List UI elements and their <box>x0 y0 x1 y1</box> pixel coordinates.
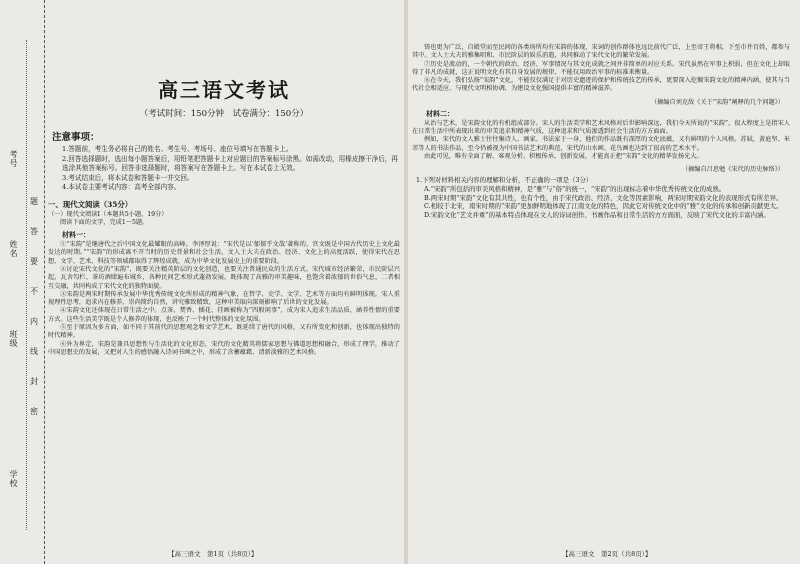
seal-char: 不 <box>30 287 38 296</box>
binding-label-school: 学校 <box>9 470 18 488</box>
passage-paragraph: 例如，宋代的文人雅士往往集诗人、画家、书法家于一身，他们的作品既有深厚的文化底蕴，又有鲜明的个人风格。苏轼、黄庭坚、米芾等人的书法作品，至今仍被视为中国书法艺术的典范，宋代的山水画、花鸟画也达到了很高的艺术水平。 <box>412 136 790 152</box>
seal-char: 要 <box>30 257 38 266</box>
passage-paragraph: 从治与艺术，是宋韵文化的有机组成部分。宋人的生活美学和艺术风格对后世影响深远，我们今天所说的“宋韵”，很大程度上是指宋人在日常生活中所表现出来的审美追求和精神气质，这种追求和气质渗透到社会生活的方方面面。 <box>412 119 790 136</box>
passage-paragraph: ②讨论宋代文化的“宋韵”，既要关注精英阶层的文化创造，也要关注普通民众的生活方式。宋代城市经济繁荣，市民阶层兴起，瓦舍勾栏、茶坊酒肆遍布城乡，各种民间艺术形式蓬勃发展，既体现了高雅的审美趣味，也饱含着浓郁的世俗气息，二者相互交融，共同构成了宋代文化的独特面貌。 <box>48 265 400 290</box>
seal-char: 内 <box>30 317 38 326</box>
seal-char: 封 <box>30 377 38 386</box>
question-option-d: D.宋韵文化“艺文并重”的基本特点体现在文人的诗词创作、书画作品和日常生活的方方面面，反映了宋代文化的丰富内涵。 <box>424 211 770 220</box>
seal-char: 题 <box>30 197 38 206</box>
notice-heading: 注意事项： <box>52 132 100 143</box>
binding-margin <box>0 0 45 564</box>
reading-instruction: 阅读下面的文字，完成1～5题。 <box>60 218 149 226</box>
passage-paragraph: 由此可见，唯有全面了解、客观分析、积极传承、创新发展，才能真正把“宋韵”文化的精华发扬光大。 <box>424 152 703 160</box>
exam-title: 高三语文考试 <box>158 78 290 102</box>
question-option-a: A.“宋韵”所包括的审美风格和精神，是“雅”与“俗”的统一，“宋韵”的出现标志着中华优秀传统文化的成熟。 <box>424 185 726 194</box>
right-page <box>412 0 790 564</box>
material-label: 材料二： <box>426 108 454 118</box>
passage-paragraph: ①“宋韵”是继唐代之后中国文化最耀眼的高峰。李泽厚说：“宋代是以‘郁郁乎文哉’著称的，官文既是中国古代历史上文化最发达的时期。”“宋韵”的形成离不开当时的历史背景和社会生活，文人士大夫在政治、经济、文化上的高度活跃，使得宋代在思想、文学、艺术、科技等领域都取得了辉煌成就，成为中华文化发展史上的重要阶段。 <box>48 241 400 265</box>
binding-label-name: 姓名 <box>9 240 18 258</box>
notice-item: 4.本试卷主要考试内容：高考全部内容。 <box>62 183 181 191</box>
seal-char: 线 <box>30 347 38 356</box>
left-page <box>48 0 400 564</box>
passage-paragraph: ⑦历史是流动的，一个朝代的政治、经济、军事情况与其文化成就之间并非简单的对应关系。宋代虽然在军事上积弱，但在文化上却取得了非凡的成就，这正说明文化有其自身发展的规律，不能仅用政治军事的标准来衡量。 <box>412 60 790 76</box>
exam-subtitle: （考试时间：150分钟 试卷满分：150分） <box>139 109 309 119</box>
source-citation: （摘编自刘克敌《关于“宋韵”阐释的几个问题》） <box>650 98 784 106</box>
passage-paragraph: ③宋韵是两宋时期传承发展中华优秀传统文化所形成的精神气象，在哲学、史学、文学、艺术等方面均有鲜明体现。宋人重视理性思考，追求内在修养，崇尚简约自然，讲究雅致精致，这种审美取向深刻影响了后世的文化发展。 <box>48 290 400 307</box>
passage-paragraph: ⑧在今天，我们弘扬“宋韵”文化，不能仅仅满足于对历史遗迹的保护和传统技艺的传承，更要深入挖掘宋韵文化的精神内涵，使其与当代社会相适应、与现代文明相协调，为建设文化强国提供丰富的精神滋养。 <box>412 77 790 93</box>
notice-item: 2.回答选择题时，选出每小题答案后，用铅笔把答题卡上对应题目的答案标号涂黑。如需改动，用橡皮擦干净后，再选涂其他答案标号。回答非选择题时，将答案写在答题卡上。写在本试卷上无效。 <box>62 154 398 172</box>
page-footer: 【高三语文 第1页（共8页）】 <box>168 550 258 558</box>
question-option-b: B.两宋时期“宋韵”文化有其共性，也有个性，由于宋代政治、经济、文化等因素影响，两宋时期宋韵文化的表现形式有所差异。 <box>424 193 783 202</box>
binding-label-exam-number: 考号 <box>9 150 18 168</box>
seal-char: 答 <box>30 227 38 236</box>
passage-paragraph: ⑤至于原因为多方面，如不同于其前代的思想观念和文学艺术，既延续了唐代的风格，又有所变化和创新，也体现出独特的时代精神。 <box>48 324 400 340</box>
notice-item: 1.答题前，考生务必将自己的姓名、考生号、考场号、座位号填写在答题卡上。 <box>62 145 293 153</box>
notice-item: 3.考试结束后，将本试卷和答题卡一并交回。 <box>62 173 194 182</box>
material-label: 材料一： <box>62 230 90 240</box>
page-gutter <box>404 0 408 564</box>
seal-line <box>26 40 27 530</box>
seal-char: 密 <box>30 407 38 416</box>
binding-label-class: 班级 <box>9 330 18 348</box>
passage-paragraph: ④宋韵文化还体现在日常生活之中。点茶、焚香、插花、挂画被称为“四般闲事”，成为宋人追求生活品质、涵养性情的重要方式。这些生活美学既是个人修养的体现，也反映了一个时代整体的文化氛围。 <box>48 307 400 323</box>
passage-paragraph: 铸也更为广泛，自殿堂而至民间的各类场所均有宋韵的体现，宋词的创作群体也远比前代广泛，上至帝王将相，下至市井百姓，都参与其中。文人士大夫的雅集唱和、市民阶层的娱乐消遣，共同推动了宋代文化的繁荣发展。 <box>412 44 790 60</box>
subsection-heading: （一）现代文阅读Ⅰ（本题共5小题，19分） <box>48 210 168 218</box>
top-spacer <box>412 0 790 44</box>
question-option-c: C.相较于北宋，南宋时期的“宋韵”更加鲜明地体现了江南文化的特色，因此它对传统文化中的“雅”文化的传承和创新贡献更大。 <box>424 202 783 211</box>
question-stem: 1.下列对材料相关内容的理解和分析，不正确的一项是（3分） <box>416 176 593 185</box>
section-heading: 一、现代文阅读（35分） <box>48 199 133 209</box>
source-citation: （摘编自吕思勉《宋代的历史脉络》） <box>681 166 784 174</box>
passage-paragraph: ⑥外为界定，宋韵是兼具思想性与生活化的文化形态，宋代的文化精英将儒家思想与佛道思想相融合，形成了理学，推动了中国思想史的发展，又把对人生的感悟融入诗词书画之中，形成了含蓄蕴藉、清新淡雅的艺术风格。 <box>48 340 400 356</box>
page-footer: 【高三语文 第2页（共8页）】 <box>562 550 652 558</box>
